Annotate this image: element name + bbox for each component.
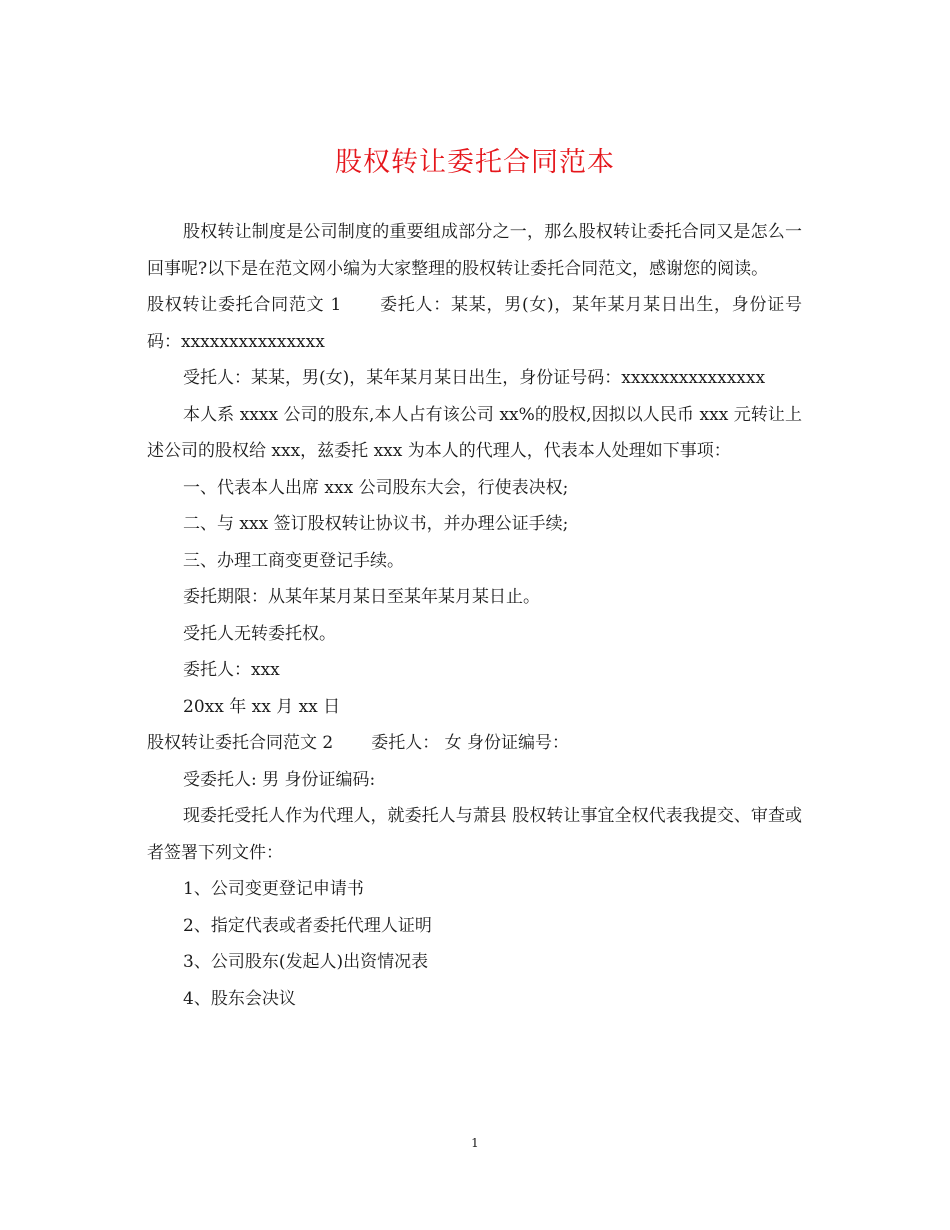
sample1-item-3: 三、办理工商变更登记手续。	[183, 550, 404, 571]
document-body	[147, 214, 802, 1017]
sample2-statement: 现委托受托人作为代理人，就委托人与萧县 股权转让事宜全权代表我提交、审查或者签署下列文件：	[147, 806, 802, 863]
sample2-item-4: 4、股东会决议	[183, 988, 296, 1009]
sample1-statement: 本人系 xxxx 公司的股东,本人占有该公司 xx%的股权,因拟以人民币 xxx 元转让上述公司的股权给 xxx，兹委托 xxx 为本人的代理人，代表本人处理如下事项：	[147, 404, 802, 461]
sample1-heading: 股权转让委托合同范文 1	[147, 295, 342, 315]
sample2-item-3: 3、公司股东(发起人)出资情况表	[183, 952, 429, 972]
intro-paragraph: 股权转让制度是公司制度的重要组成部分之一，那么股权转让委托合同又是怎么一回事呢?以下是在范文网小编为大家整理的股权转让委托合同范文，感谢您的阅读。	[147, 222, 802, 279]
sample1-principal: 委托人：某某，男(女)，某年某月某日出生，身份证号码：xxxxxxxxxxxxxxx	[147, 295, 802, 352]
sample1-period: 委托期限：从某年某月某日至某年某月某日止。	[183, 587, 540, 607]
sample1-signer: 委托人：xxx	[183, 660, 280, 680]
page-number: 1	[471, 1136, 479, 1150]
sample2-item-2: 2、指定代表或者委托代理人证明	[183, 915, 432, 936]
sample1-date: 20xx 年 xx 月 xx 日	[183, 696, 341, 717]
sample2-item-1: 1、公司变更登记申请书	[183, 879, 364, 899]
sample1-agent: 受托人：某某，男(女)，某年某月某日出生，身份证号码：xxxxxxxxxxxxxxx	[183, 368, 766, 388]
sample2-agent: 受委托人: 男 身份证编码:	[183, 769, 376, 790]
sample2-principal: 委托人： 女 身份证编号：	[371, 733, 570, 753]
sample2-heading-line	[147, 725, 802, 762]
sample1-item-2: 二、与 xxx 签订股权转让协议书，并办理公证手续;	[183, 514, 569, 534]
sample1-no-sub: 受托人无转委托权。	[183, 623, 336, 644]
sample1-heading-line	[147, 287, 802, 360]
sample1-item-1: 一、代表本人出席 xxx 公司股东大会，行使表决权;	[183, 477, 569, 498]
document-title: 股权转让委托合同范本	[335, 147, 615, 178]
sample2-heading: 股权转让委托合同范文 2	[147, 733, 334, 753]
